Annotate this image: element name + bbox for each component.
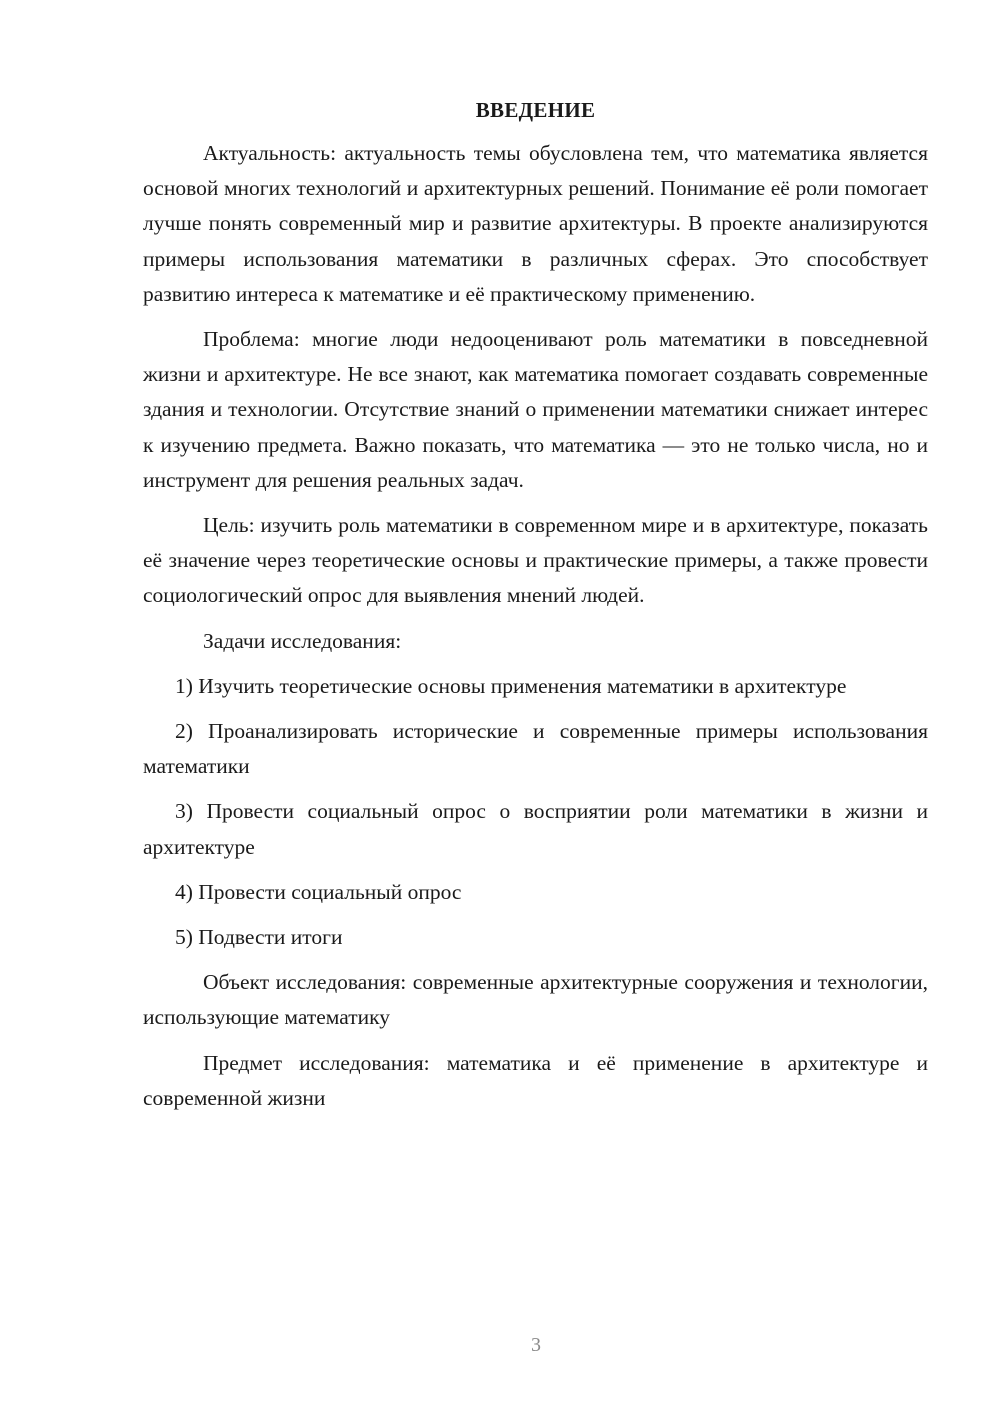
list-item: 3) Провести социальный опрос о восприятии роли математики в жизни и архитектуре [143, 799, 928, 859]
list-item: 5) Подвести итоги [175, 925, 343, 950]
object-paragraph: Объект исследования: современные архитектурные сооружения и технологии, использующие математику [143, 970, 928, 1030]
subject-paragraph: Предмет исследования: математика и её применение в архитектуре и современной жизни [143, 1050, 928, 1110]
page-title: ВВЕДЕНИЕ [475, 98, 596, 122]
document-page [143, 96, 928, 1126]
relevance-paragraph: Актуальность: актуальность темы обусловлена тем, что математика является основой многих технологий и архитектурных решений. Понимание её роли помогает лучше понять современный мир и развитие архитектуры. В проекте анализируются примеры использования математики в различных сферах. Это способствует развитию интереса к математике и её практическому применению. [143, 141, 928, 306]
page-number: 3 [531, 1334, 541, 1356]
tasks-heading: Задачи исследования: [203, 628, 402, 653]
list-item: 1) Изучить теоретические основы применения математики в архитектуре [175, 673, 847, 698]
list-item: 2) Проанализировать исторические и современные примеры использования математики [143, 719, 928, 779]
goal-paragraph: Цель: изучить роль математики в современном мире и в архитектуре, показать её значение через теоретические основы и практические примеры, а также провести социологический опрос для выявления мнений людей. [143, 513, 928, 608]
list-item: 4) Провести социальный опрос [175, 879, 462, 904]
problem-paragraph: Проблема: многие люди недооценивают роль математики в повседневной жизни и архитектуре. Не все знают, как математика помогает создавать современные здания и технологии. Отсутствие знаний о применении математики снижает интерес к изучению предмета. Важно показать, что математика — это не только числа, но и инструмент для решения реальных задач. [143, 327, 928, 492]
tasks-list [143, 669, 928, 955]
